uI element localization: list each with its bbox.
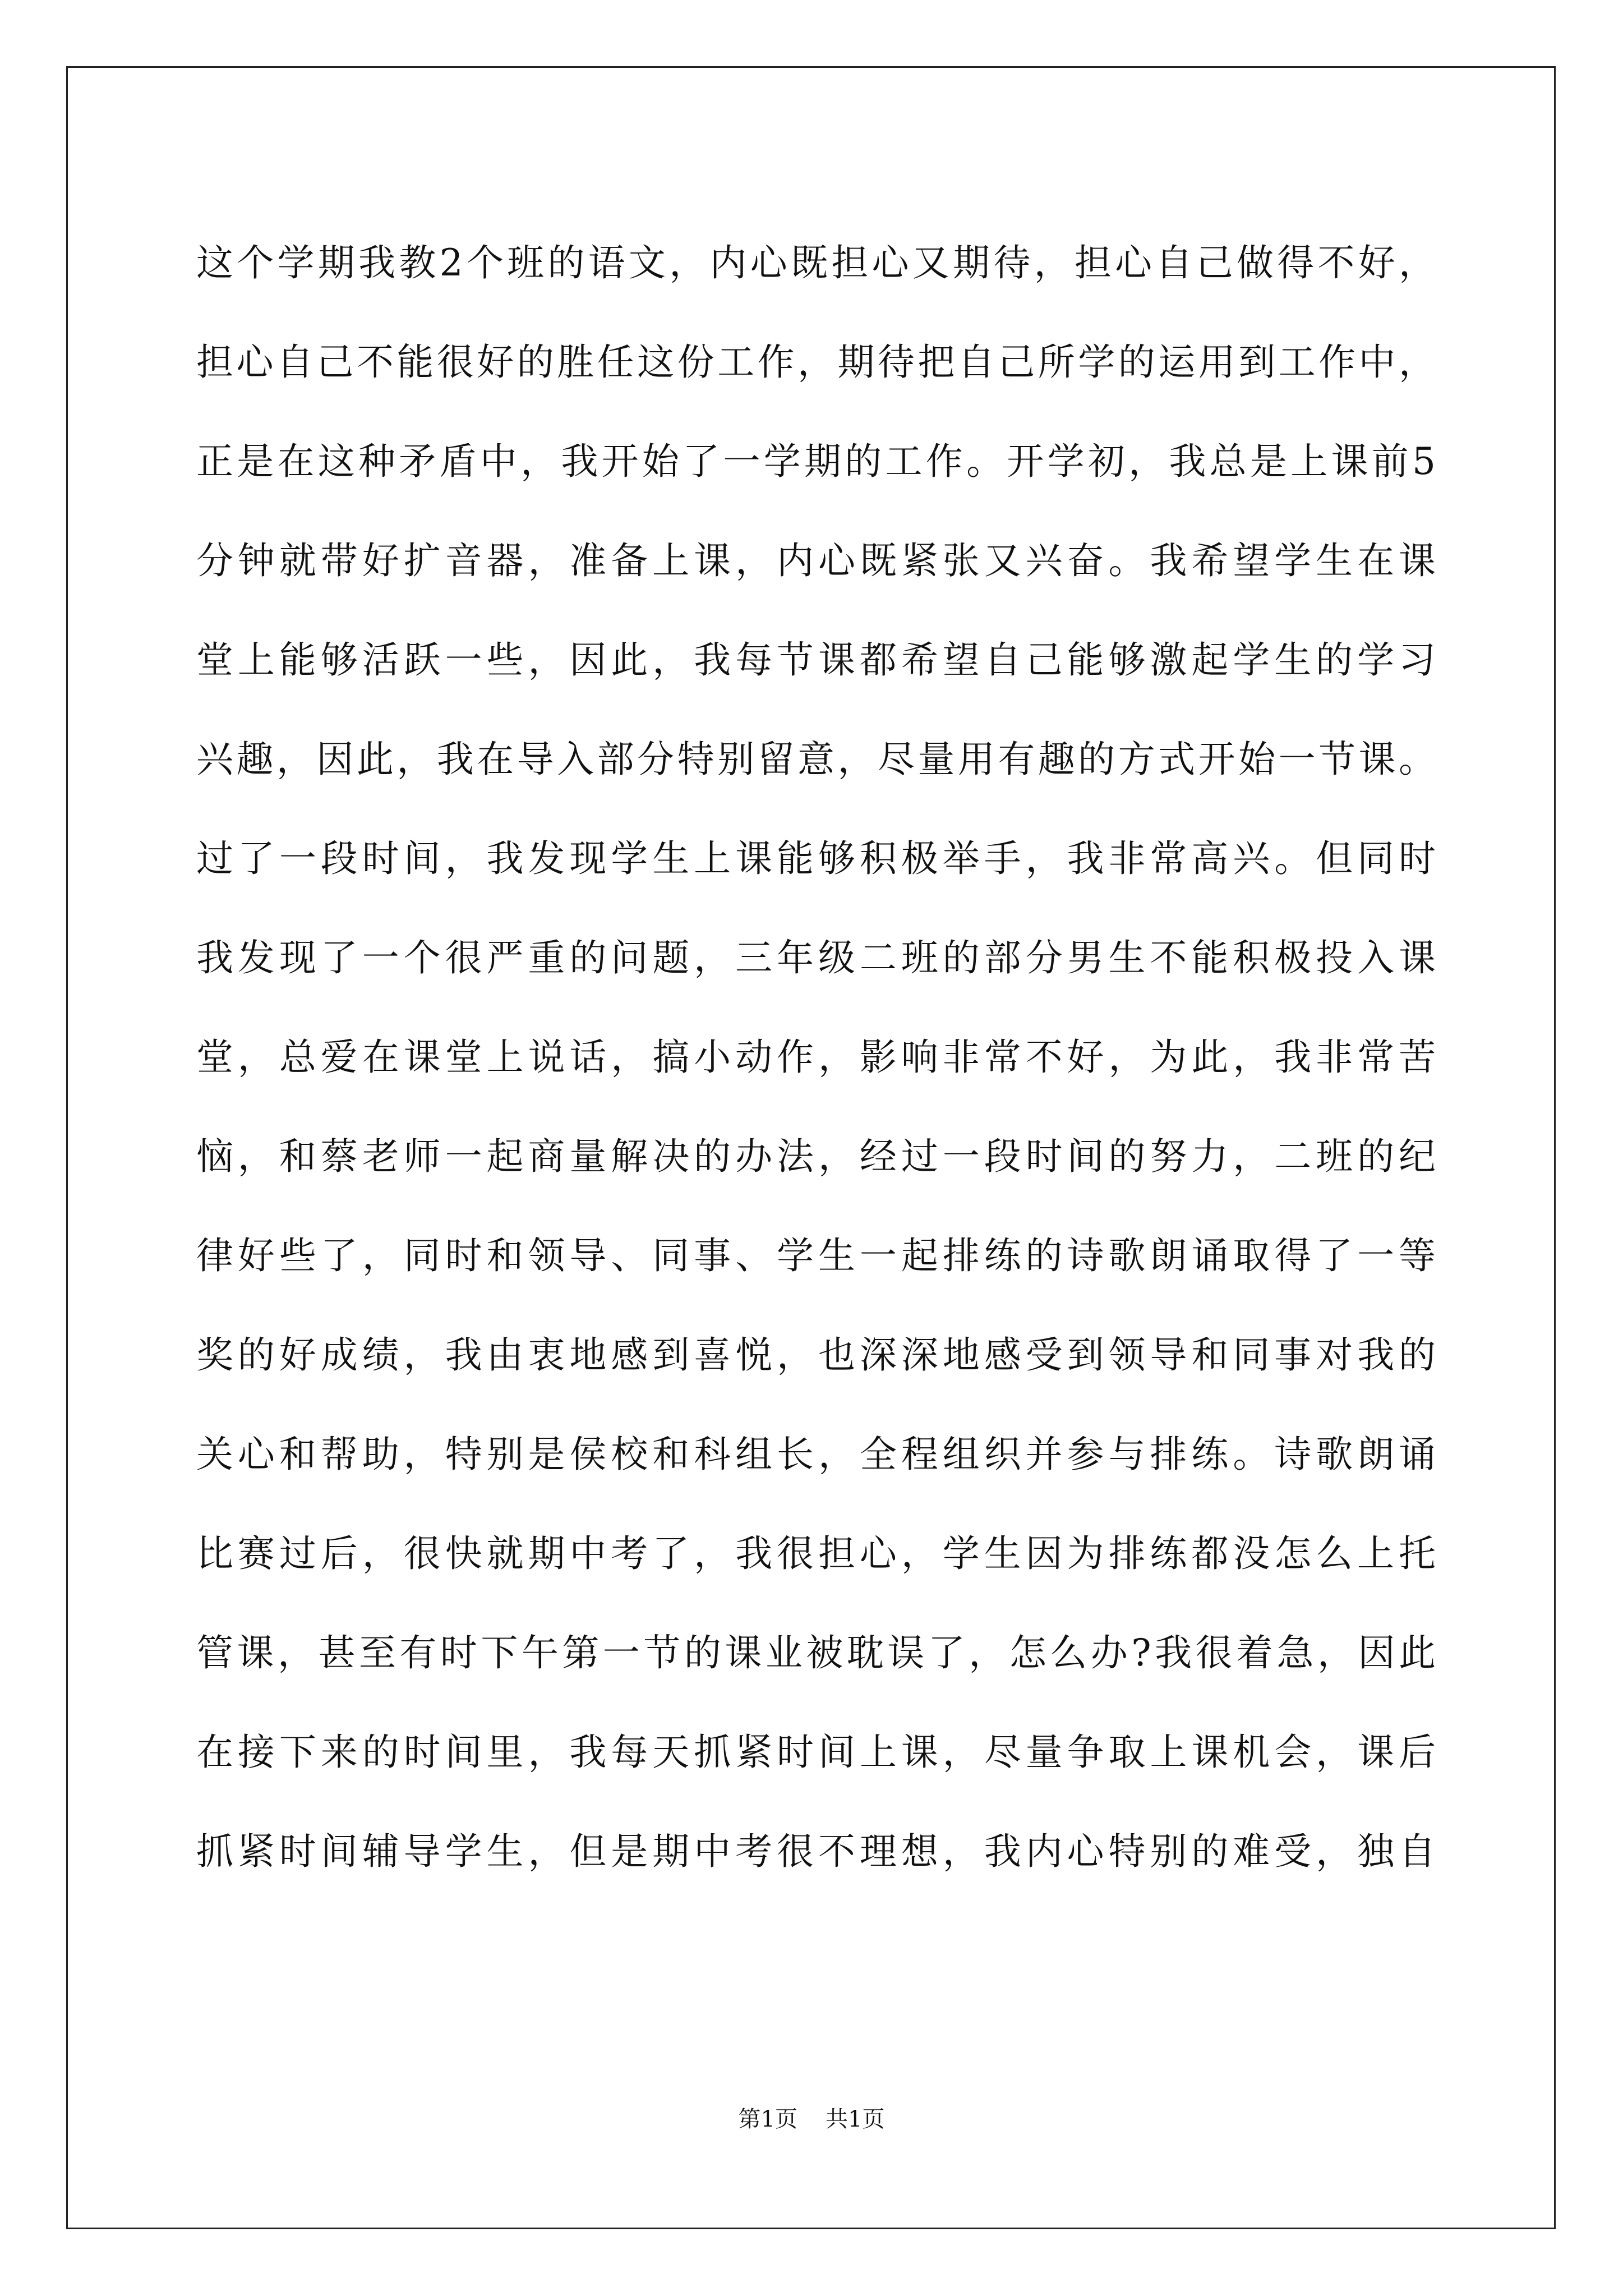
- text-line: 在接下来的时间里，我每天抓紧时间上课，尽量争取上课机会，课后: [196, 1731, 1436, 1774]
- text-line: 这个学期我教2个班的语文，内心既担心又期待，担心自己做得不好，: [196, 241, 1436, 284]
- text-line: 正是在这种矛盾中，我开始了一学期的工作。开学初，我总是上课前5: [196, 440, 1436, 483]
- page-number-current: 第1页: [738, 2106, 797, 2132]
- text-line: 我发现了一个很严重的问题，三年级二班的部分男生不能积极投入课: [196, 936, 1436, 979]
- page-number-total: 共1页: [826, 2106, 885, 2132]
- text-line: 兴趣，因此，我在导入部分特别留意，尽量用有趣的方式开始一节课。: [196, 738, 1436, 781]
- text-line: 管课，甚至有时下午第一节的课业被耽误了，怎么办?我很着急，因此: [196, 1631, 1436, 1674]
- text-line: 分钟就带好扩音器，准备上课，内心既紧张又兴奋。我希望学生在课: [196, 539, 1436, 582]
- text-line: 过了一段时间，我发现学生上课能够积极举手，我非常高兴。但同时: [196, 837, 1436, 880]
- text-line: 奖的好成绩，我由衷地感到喜悦，也深深地感受到领导和同事对我的: [196, 1333, 1436, 1377]
- text-line: 关心和帮助，特别是侯校和科组长，全程组织并参与排练。诗歌朗诵: [196, 1433, 1436, 1476]
- document-body: [196, 213, 1436, 1901]
- text-line: 堂，总爱在课堂上说话，搞小动作，影响非常不好，为此，我非常苦: [196, 1036, 1436, 1079]
- text-line: 比赛过后，很快就期中考了，我很担心，学生因为排练都没怎么上托: [196, 1532, 1436, 1575]
- text-line: 担心自己不能很好的胜任这份工作，期待把自己所学的运用到工作中，: [196, 341, 1436, 384]
- text-line: 律好些了，同时和领导、同事、学生一起排练的诗歌朗诵取得了一等: [196, 1234, 1436, 1277]
- text-line: 抓紧时间辅导学生，但是期中考很不理想，我内心特别的难受，独自: [196, 1830, 1436, 1873]
- text-line: 恼，和蔡老师一起商量解决的办法，经过一段时间的努力，二班的纪: [196, 1135, 1436, 1178]
- page-footer: [0, 2102, 1623, 2136]
- text-line: 堂上能够活跃一些，因此，我每节课都希望自己能够激起学生的学习: [196, 638, 1436, 682]
